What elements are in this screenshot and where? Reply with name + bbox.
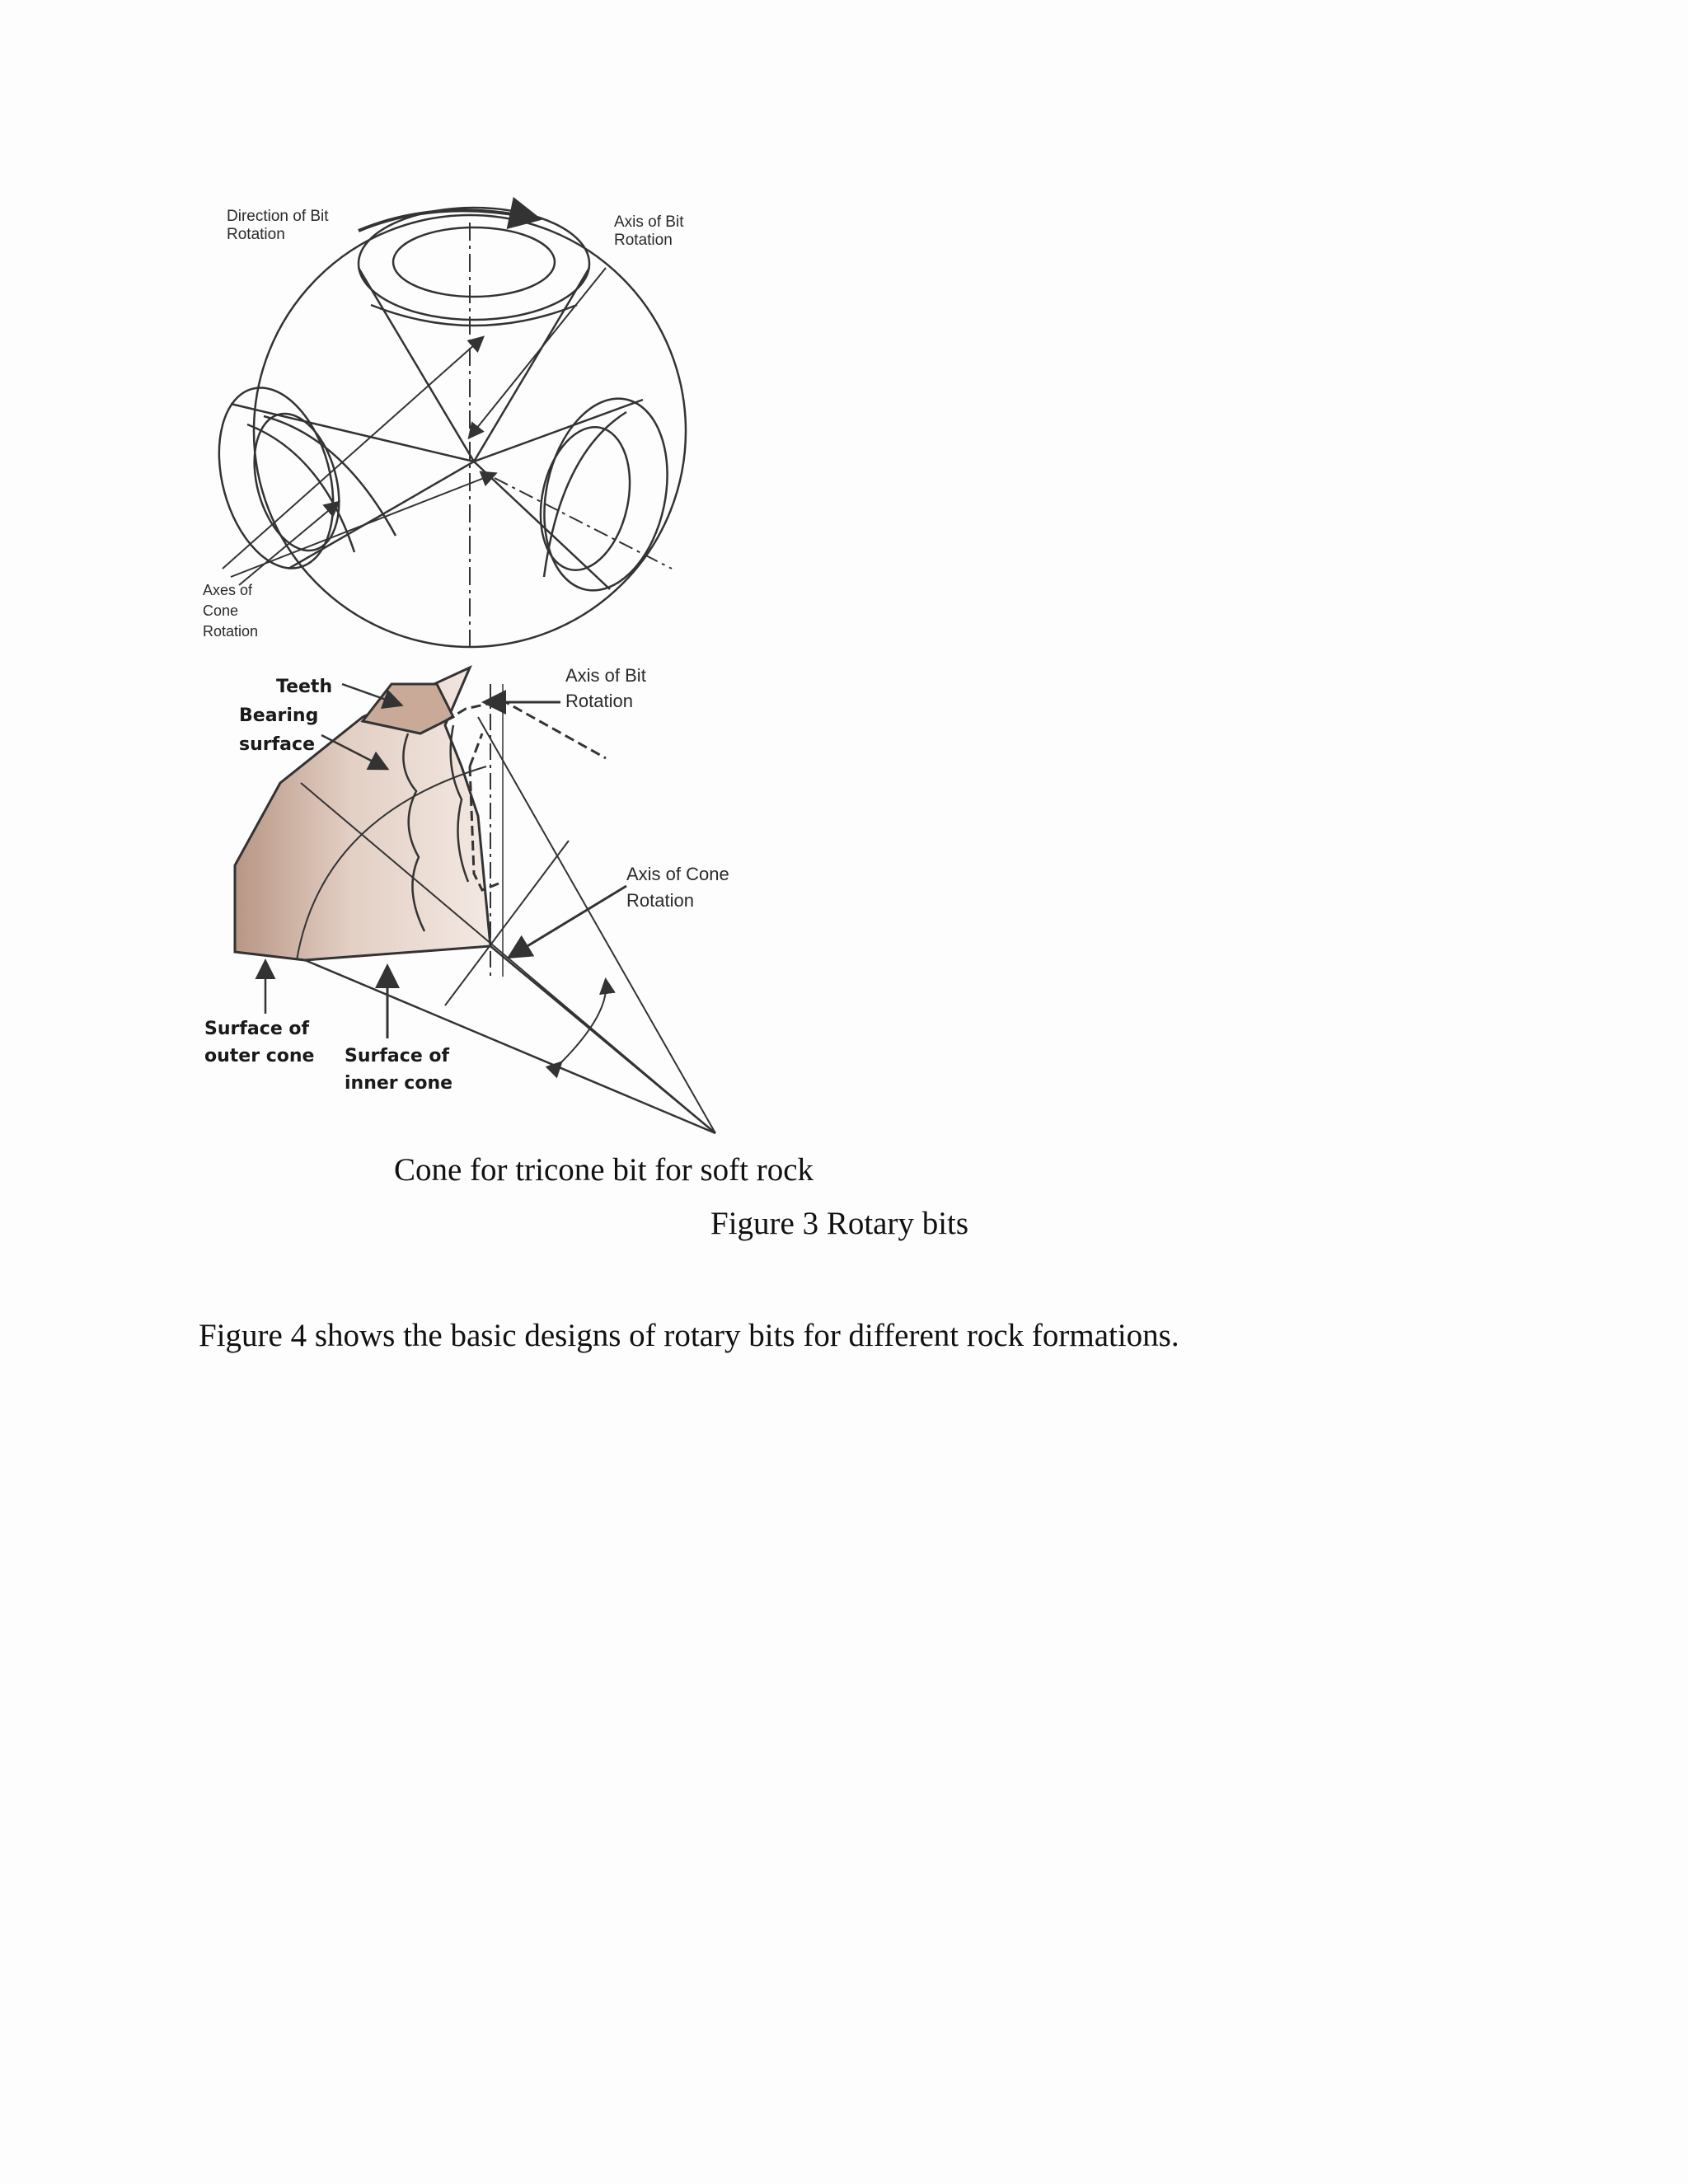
body-paragraph: Figure 4 shows the basic designs of rotary bits for different rock formations.: [199, 1318, 1179, 1353]
label-bearing-line2: surface: [239, 734, 315, 755]
label-axes-cone-line3: Rotation: [203, 623, 259, 640]
figure-caption: Figure 3 Rotary bits: [710, 1206, 969, 1241]
label-axis-cone-line1: Axis of Cone: [626, 864, 729, 884]
left-cone-rim: [200, 375, 352, 581]
figure-subcaption: Cone for tricone bit for soft rock: [394, 1152, 814, 1188]
rotary-bit-drawing: [198, 190, 791, 1154]
tricone-top-view: [200, 208, 686, 651]
label-axis-bit-top-line1: Axis of Bit: [614, 213, 684, 231]
label-axes-cone-line1: Axes of: [203, 582, 253, 598]
label-inner-line1: Surface of: [345, 1046, 450, 1066]
rotary-bit-figure: [198, 190, 791, 1154]
label-direction-line1: Direction of Bit: [227, 208, 329, 225]
label-axes-cone-line2: Cone: [203, 602, 239, 619]
label-direction-line2: Rotation: [227, 226, 285, 243]
label-bearing-line1: Bearing: [239, 705, 319, 726]
label-teeth: Teeth: [276, 677, 333, 697]
label-axis-bit-bottom-line1: Axis of Bit: [565, 665, 646, 686]
label-axis-cone-line2: Rotation: [626, 890, 694, 911]
label-inner-line2: inner cone: [345, 1073, 453, 1094]
right-cone-rim: [528, 387, 684, 602]
label-outer-line2: outer cone: [204, 1046, 315, 1066]
label-axis-bit-top-line2: Rotation: [614, 232, 673, 249]
label-outer-line1: Surface of: [204, 1019, 310, 1039]
label-axis-bit-bottom-line2: Rotation: [565, 691, 633, 711]
